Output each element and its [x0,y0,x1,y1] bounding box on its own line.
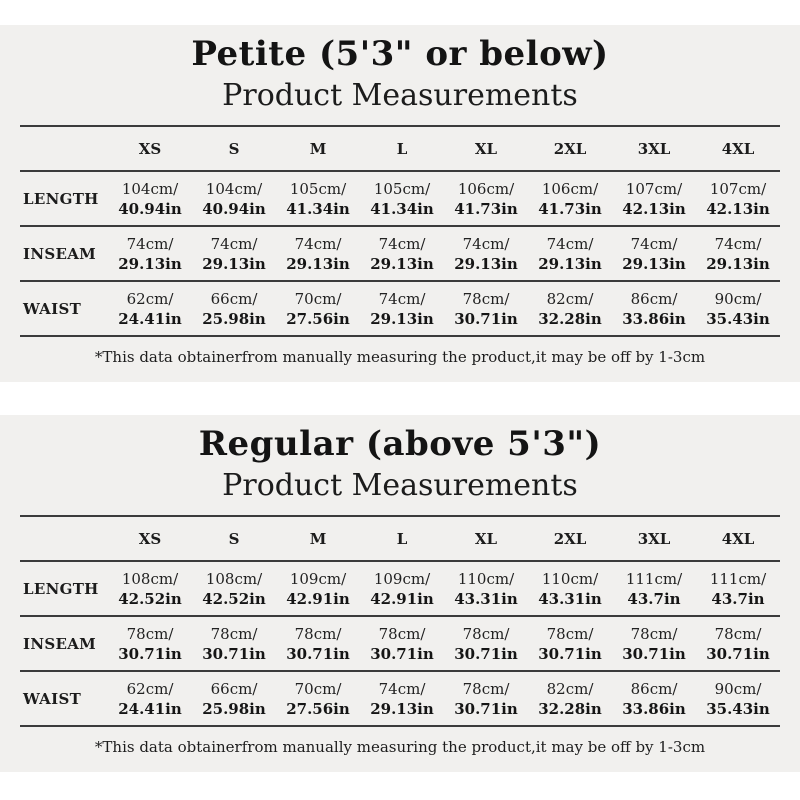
cm-value: 70cm/ [294,289,342,308]
size-column-header: 3XL [637,529,671,548]
measurement-cell [528,616,612,671]
footnote-regular: *This data obtainerfrom manually measuring the product,it may be off by 1-3cm [94,738,706,756]
size-column-header: M [309,529,327,548]
in-value: 29.13in [118,254,182,273]
measurement-cell [360,171,444,226]
measurement-cell [360,561,444,616]
cm-value: 74cm/ [378,234,426,253]
measurement-cell [612,616,696,671]
cm-value: 78cm/ [546,624,594,643]
measurement-cell [696,616,780,671]
size-column-header: M [309,139,327,158]
measurement-cell [276,226,360,281]
cm-value: 111cm/ [709,569,767,588]
in-value: 30.71in [202,644,266,663]
cm-value: 105cm/ [373,179,431,198]
measurement-cell [360,226,444,281]
table-row [20,171,780,226]
in-value: 29.13in [286,254,350,273]
in-value: 33.86in [622,699,686,718]
measurement-cell [276,171,360,226]
in-value: 29.13in [370,254,434,273]
cm-value: 107cm/ [709,179,767,198]
cm-value: 110cm/ [541,569,599,588]
measurement-cell [108,171,192,226]
in-value: 30.71in [286,644,350,663]
measurement-cell [276,561,360,616]
measurement-cell [612,171,696,226]
petite-size-chart-panel [0,25,800,382]
size-header-row [20,126,780,171]
table-row [20,561,780,616]
cm-value: 78cm/ [462,679,510,698]
size-chart-page [0,25,800,772]
cm-value: 74cm/ [714,234,762,253]
measurement-cell [276,616,360,671]
in-value: 40.94in [118,199,182,218]
cm-value: 104cm/ [121,179,179,198]
size-column-header: 4XL [721,529,755,548]
measurement-cell [528,226,612,281]
measurement-cell [612,281,696,336]
measurement-cell [528,561,612,616]
in-value: 32.28in [538,309,602,328]
measurement-cell [360,616,444,671]
size-column-header: XL [474,139,498,158]
in-value: 42.52in [118,589,182,608]
cm-value: 86cm/ [630,289,678,308]
measurement-cell [612,561,696,616]
panel-subtitle-regular: Product Measurements [222,468,578,503]
measurement-cell [192,671,276,726]
cm-value: 78cm/ [294,624,342,643]
in-value: 30.71in [454,699,518,718]
in-value: 29.13in [370,309,434,328]
in-value: 24.41in [118,309,182,328]
in-value: 30.71in [538,644,602,663]
in-value: 41.34in [370,199,434,218]
in-value: 32.28in [538,699,602,718]
in-value: 41.34in [286,199,350,218]
row-label: INSEAM [23,244,97,263]
in-value: 42.91in [286,589,350,608]
measurement-cell [360,281,444,336]
cm-value: 78cm/ [462,289,510,308]
in-value: 27.56in [286,699,350,718]
cm-value: 62cm/ [126,289,174,308]
cm-value: 109cm/ [373,569,431,588]
in-value: 30.71in [622,644,686,663]
regular-measurements-table [20,515,780,727]
cm-value: 110cm/ [457,569,515,588]
measurement-cell [696,281,780,336]
size-column-header: XS [138,139,162,158]
measurement-cell [696,226,780,281]
measurement-cell [444,171,528,226]
measurement-cell [696,561,780,616]
in-value: 43.7in [711,589,765,608]
size-column-header: 3XL [637,139,671,158]
measurement-cell [444,671,528,726]
cm-value: 82cm/ [546,289,594,308]
cm-value: 86cm/ [630,679,678,698]
in-value: 42.13in [706,199,770,218]
in-value: 41.73in [454,199,518,218]
row-label: INSEAM [23,634,97,653]
measurement-cell [192,281,276,336]
measurement-cell [696,171,780,226]
measurement-cell [108,281,192,336]
in-value: 30.71in [370,644,434,663]
cm-value: 74cm/ [630,234,678,253]
in-value: 30.71in [706,644,770,663]
cm-value: 82cm/ [546,679,594,698]
in-value: 35.43in [706,309,770,328]
table-row [20,616,780,671]
in-value: 29.13in [454,254,518,273]
regular-size-chart-panel [0,415,800,772]
cm-value: 62cm/ [126,679,174,698]
cm-value: 106cm/ [541,179,599,198]
in-value: 29.13in [538,254,602,273]
in-value: 43.31in [454,589,518,608]
measurement-cell [444,226,528,281]
cm-value: 74cm/ [546,234,594,253]
cm-value: 74cm/ [378,679,426,698]
in-value: 29.13in [706,254,770,273]
measurement-cell [528,281,612,336]
in-value: 29.13in [202,254,266,273]
in-value: 33.86in [622,309,686,328]
cm-value: 108cm/ [121,569,179,588]
cm-value: 111cm/ [625,569,683,588]
in-value: 25.98in [202,699,266,718]
in-value: 25.98in [202,309,266,328]
footnote-petite: *This data obtainerfrom manually measuring the product,it may be off by 1-3cm [94,348,706,366]
table-row [20,671,780,726]
size-column-header: S [228,529,240,548]
measurement-cell [444,616,528,671]
size-column-header: 4XL [721,139,755,158]
cm-value: 104cm/ [205,179,263,198]
cm-value: 66cm/ [210,289,258,308]
measurement-cell [276,281,360,336]
measurement-cell [192,171,276,226]
cm-value: 106cm/ [457,179,515,198]
cm-value: 74cm/ [378,289,426,308]
in-value: 42.13in [622,199,686,218]
measurement-cell [108,671,192,726]
in-value: 30.71in [118,644,182,663]
in-value: 40.94in [202,199,266,218]
petite-measurements-table [20,125,780,337]
in-value: 29.13in [370,699,434,718]
measurement-cell [528,671,612,726]
in-value: 43.31in [538,589,602,608]
row-label: WAIST [23,299,82,318]
panel-title-regular: Regular (above 5'3") [198,424,602,464]
cm-value: 78cm/ [126,624,174,643]
measurement-cell [444,281,528,336]
cm-value: 74cm/ [126,234,174,253]
cm-value: 90cm/ [714,289,762,308]
in-value: 43.7in [627,589,681,608]
cm-value: 78cm/ [630,624,678,643]
size-column-header: L [396,529,408,548]
corner-cell [20,126,108,171]
in-value: 30.71in [454,309,518,328]
cm-value: 107cm/ [625,179,683,198]
size-column-header: L [396,139,408,158]
size-column-header: XL [474,529,498,548]
in-value: 42.52in [202,589,266,608]
cm-value: 108cm/ [205,569,263,588]
cm-value: 105cm/ [289,179,347,198]
measurement-cell [192,561,276,616]
in-value: 35.43in [706,699,770,718]
cm-value: 74cm/ [210,234,258,253]
measurement-cell [612,671,696,726]
size-column-header: 2XL [553,529,587,548]
measurement-cell [612,226,696,281]
cm-value: 66cm/ [210,679,258,698]
cm-value: 74cm/ [462,234,510,253]
cm-value: 74cm/ [294,234,342,253]
cm-value: 78cm/ [378,624,426,643]
in-value: 24.41in [118,699,182,718]
in-value: 29.13in [622,254,686,273]
in-value: 41.73in [538,199,602,218]
measurement-cell [276,671,360,726]
cm-value: 70cm/ [294,679,342,698]
corner-cell [20,516,108,561]
in-value: 42.91in [370,589,434,608]
panel-subtitle-petite: Product Measurements [222,78,578,113]
table-row [20,281,780,336]
measurement-cell [108,226,192,281]
row-label: WAIST [23,689,82,708]
cm-value: 109cm/ [289,569,347,588]
measurement-cell [528,171,612,226]
size-column-header: S [228,139,240,158]
cm-value: 90cm/ [714,679,762,698]
table-row [20,226,780,281]
measurement-cell [360,671,444,726]
measurement-cell [108,561,192,616]
cm-value: 78cm/ [714,624,762,643]
size-column-header: 2XL [553,139,587,158]
row-label: LENGTH [23,189,99,208]
in-value: 27.56in [286,309,350,328]
in-value: 30.71in [454,644,518,663]
measurement-cell [192,616,276,671]
measurement-cell [696,671,780,726]
panel-title-petite: Petite (5'3" or below) [191,34,609,74]
measurement-cell [192,226,276,281]
size-header-row [20,516,780,561]
cm-value: 78cm/ [210,624,258,643]
size-column-header: XS [138,529,162,548]
measurement-cell [108,616,192,671]
cm-value: 78cm/ [462,624,510,643]
measurement-cell [444,561,528,616]
row-label: LENGTH [23,579,99,598]
